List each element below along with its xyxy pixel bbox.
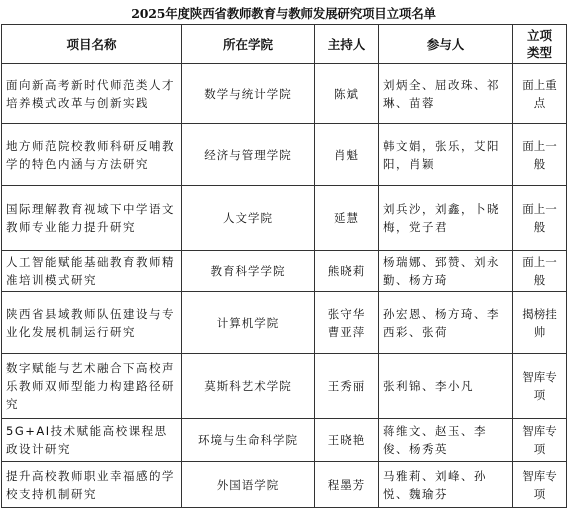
project-name-cell: 数字赋能与艺术融合下高校声乐教师双师型能力构建路径研究: [2, 354, 182, 418]
project-type-cell: 面上一般: [513, 186, 567, 250]
table-row: [2, 250, 567, 291]
members-cell: 刘兵沙，刘鑫，卜晓梅，党子君: [379, 186, 513, 250]
project-type-cell: 揭榜挂帅: [513, 292, 567, 354]
members-cell: 蒋维文、赵玉、李俊、杨秀英: [379, 418, 513, 462]
members-cell: 张利锦、李小凡: [379, 354, 513, 418]
college-cell: 教育科学学院: [182, 250, 315, 291]
college-cell: 环境与生命科学院: [182, 418, 315, 462]
table-row: [2, 418, 567, 462]
members-cell: 杨瑞娜、郅赞、刘永勤、杨方琦: [379, 250, 513, 291]
members-cell: 韩文娟，张乐，艾阳阳，肖颖: [379, 124, 513, 186]
header-members: 参与人: [379, 25, 513, 64]
college-cell: 外国语学院: [182, 462, 315, 508]
host-cell: 王晓艳: [315, 418, 379, 462]
members-cell: 孙宏恩、杨方琦、李西彩、张荷: [379, 292, 513, 354]
college-cell: 计算机学院: [182, 292, 315, 354]
host-cell: 王秀丽: [315, 354, 379, 418]
project-name-cell: 陕西省县域教师队伍建设与专业化发展机制运行研究: [2, 292, 182, 354]
header-college: 所在学院: [182, 25, 315, 64]
college-cell: 人文学院: [182, 186, 315, 250]
project-type-cell: 面上一般: [513, 250, 567, 291]
project-name-cell: 面向新高考新时代师范类人才培养模式改革与创新实践: [2, 64, 182, 124]
college-cell: 经济与管理学院: [182, 124, 315, 186]
table-row: [2, 124, 567, 186]
project-name-cell: 提升高校教师职业幸福感的学校支持机制研究: [2, 462, 182, 508]
members-cell: 马雅莉、刘峰、孙悦、魏瑜芬: [379, 462, 513, 508]
college-cell: 数学与统计学院: [182, 64, 315, 124]
project-type-cell: 智库专项: [513, 354, 567, 418]
project-name-cell: 人工智能赋能基础教育教师精准培训模式研究: [2, 250, 182, 291]
project-name-cell: 5G+AI技术赋能高校课程思政设计研究: [2, 418, 182, 462]
host-cell: 程墨芳: [315, 462, 379, 508]
project-type-cell: 智库专项: [513, 418, 567, 462]
project-name-cell: 地方师范院校教师科研反哺教学的特色内涵与方法研究: [2, 124, 182, 186]
host-cell: 陈斌: [315, 64, 379, 124]
project-type-cell: 面上重点: [513, 64, 567, 124]
members-cell: 刘炳全、屈改珠、祁琳、苗蓉: [379, 64, 513, 124]
host-cell: 延慧: [315, 186, 379, 250]
project-list-table: [1, 24, 567, 508]
host-cell: 熊晓莉: [315, 250, 379, 291]
project-type-cell: 智库专项: [513, 462, 567, 508]
host-cell: 张守华 曹亚萍: [315, 292, 379, 354]
header-project-type: 立项类型: [513, 25, 567, 64]
college-cell: 莫斯科艺术学院: [182, 354, 315, 418]
table-row: [2, 462, 567, 508]
table-row: [2, 186, 567, 250]
project-type-cell: 面上一般: [513, 124, 567, 186]
table-header-row: [2, 25, 567, 64]
table-row: [2, 292, 567, 354]
table-row: [2, 354, 567, 418]
table-row: [2, 64, 567, 124]
header-host: 主持人: [315, 25, 379, 64]
host-cell: 肖魁: [315, 124, 379, 186]
document-title: 2025年度陕西省教师教育与教师发展研究项目立项名单: [131, 6, 436, 21]
header-project-name: 项目名称: [2, 25, 182, 64]
project-name-cell: 国际理解教育视域下中学语文教师专业能力提升研究: [2, 186, 182, 250]
